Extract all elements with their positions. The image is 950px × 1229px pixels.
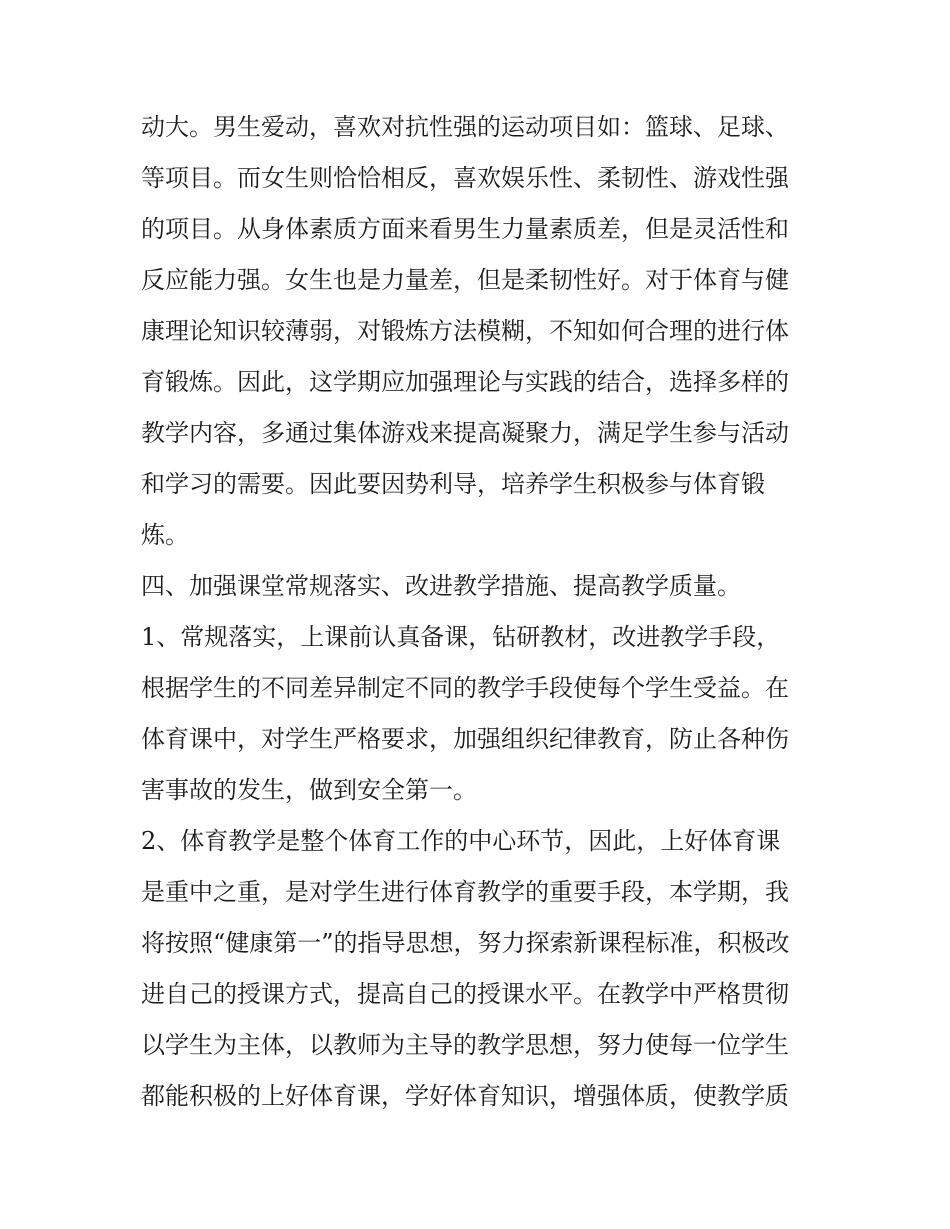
text-line: 炼。 <box>141 521 189 549</box>
text-line: 康理论知识较薄弱，对锻炼方法模糊，不知如何合理的进行体 <box>141 317 789 345</box>
text-line: 是重中之重，是对学生进行体育教学的重要手段，本学期，我 <box>141 878 789 906</box>
text-line: 等项目。而女生则恰恰相反，喜欢娱乐性、柔韧性、游戏性强 <box>141 164 789 192</box>
text-line: 动大。男生爱动，喜欢对抗性强的运动项目如：篮球、足球、 <box>141 113 789 141</box>
text-line: 以学生为主体，以教师为主导的教学思想，努力使每一位学生 <box>141 1031 789 1059</box>
text-line: 根据学生的不同差异制定不同的教学手段使每个学生受益。在 <box>141 674 789 702</box>
text-line: 育锻炼。因此，这学期应加强理论与实践的结合，选择多样的 <box>141 368 789 396</box>
text-line: 教学内容，多通过集体游戏来提高凝聚力，满足学生参与活动 <box>141 419 789 447</box>
text-line: 反应能力强。女生也是力量差，但是柔韧性好。对于体育与健 <box>141 266 789 294</box>
text-line: 害事故的发生，做到安全第一。 <box>141 776 477 804</box>
text-line: 的项目。从身体素质方面来看男生力量素质差，但是灵活性和 <box>141 215 789 243</box>
body-text <box>141 102 831 1122</box>
text-line: 和学习的需要。因此要因势利导，培养学生积极参与体育锻 <box>141 470 765 498</box>
list-item-2-line: 2、体育教学是整个体育工作的中心环节，因此，上好体育课 <box>141 827 781 855</box>
section-heading: 四、加强课堂常规落实、改进教学措施、提高教学质量。 <box>141 572 741 600</box>
list-item-1-line: 1、常规落实，上课前认真备课，钻研教材，改进教学手段， <box>141 623 781 651</box>
text-line: 进自己的授课方式，提高自己的授课水平。在教学中严格贯彻 <box>141 980 789 1008</box>
text-line: 将按照“健康第一”的指导思想，努力探索新课程标准，积极改 <box>141 929 790 957</box>
text-line: 体育课中，对学生严格要求，加强组织纪律教育，防止各种伤 <box>141 725 789 753</box>
text-line: 都能积极的上好体育课，学好体育知识，增强体质，使教学质 <box>141 1082 789 1110</box>
